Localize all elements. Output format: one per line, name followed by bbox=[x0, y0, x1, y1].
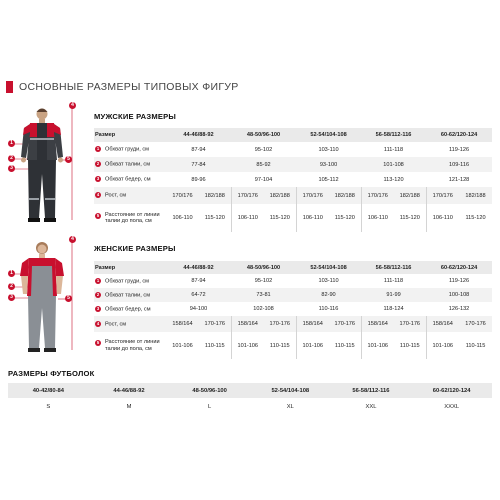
row-badge: 2 bbox=[96, 161, 100, 167]
table-cell: 158/164 bbox=[361, 316, 394, 332]
table-cell: 89-96 bbox=[191, 176, 206, 183]
table-cell: 101-106 bbox=[361, 332, 394, 359]
table-cell: 170/176 bbox=[296, 187, 329, 204]
tshirt-letter-cell: S bbox=[46, 404, 51, 410]
row-label bbox=[94, 204, 166, 232]
row-label-text: Обхват груди, см bbox=[105, 146, 150, 153]
tshirt-size-cell: 40-42/80-84 bbox=[8, 383, 89, 398]
table-cell: 106-110 bbox=[296, 204, 329, 232]
table-cell: 115-120 bbox=[269, 215, 290, 221]
tshirt-header-row bbox=[8, 383, 492, 398]
row-badge: 4 bbox=[96, 320, 100, 326]
table-cell: 105-112 bbox=[318, 176, 339, 183]
table-cell: 121-128 bbox=[448, 176, 470, 183]
table-cell: 110-115 bbox=[399, 342, 420, 349]
table-cell: 85-92 bbox=[231, 157, 296, 172]
men-header-size: 60-62/120-124 bbox=[426, 128, 492, 142]
women-header-size: 52-54/104-108 bbox=[296, 261, 361, 274]
row-label bbox=[94, 142, 166, 157]
table-cell: 95-102 bbox=[254, 278, 273, 284]
table-cell: 102-108 bbox=[253, 306, 274, 312]
table-cell: 110-115 bbox=[269, 342, 290, 349]
women-header-size: 56-58/112-116 bbox=[361, 261, 426, 274]
table-cell: 93-100 bbox=[296, 157, 361, 172]
header-accent-bar bbox=[6, 81, 13, 93]
men-header-size: 52-54/104-108 bbox=[296, 128, 361, 142]
row-label bbox=[94, 332, 166, 359]
row-label-text: Обхват талии, см bbox=[105, 292, 151, 299]
row-label-text: Рост, см bbox=[105, 192, 127, 199]
women-section-title: ЖЕНСКИЕ РАЗМЕРЫ bbox=[94, 244, 176, 253]
row-label-text: Рост, см bbox=[105, 321, 127, 328]
table-cell: 118-124 bbox=[383, 306, 404, 312]
tshirt-size-table bbox=[8, 383, 492, 416]
men-header-size: 56-58/112-116 bbox=[361, 128, 426, 142]
table-cell: 94-100 bbox=[189, 306, 208, 312]
table-cell: 110-115 bbox=[465, 342, 486, 349]
table-cell: 170-176 bbox=[329, 316, 361, 332]
table-row bbox=[94, 302, 492, 316]
table-cell: 115-120 bbox=[465, 215, 486, 221]
tshirt-letter-row bbox=[8, 398, 492, 416]
tshirt-section-title: РАЗМЕРЫ ФУТБОЛОК bbox=[8, 369, 95, 378]
row-badge: 2 bbox=[96, 291, 100, 297]
marker-5: 5 bbox=[65, 295, 72, 302]
table-cell: 119-126 bbox=[448, 278, 470, 284]
table-cell: 170-176 bbox=[264, 316, 296, 332]
marker-5: 5 bbox=[65, 156, 72, 163]
table-cell: 115-120 bbox=[204, 215, 225, 221]
table-cell: 73-81 bbox=[231, 288, 296, 302]
men-header-row bbox=[94, 128, 492, 142]
man-in-workwear-icon bbox=[8, 102, 80, 227]
table-cell: 97-104 bbox=[254, 176, 273, 183]
table-cell: 106-110 bbox=[426, 204, 459, 232]
table-cell: 158/164 bbox=[166, 316, 199, 332]
table-cell: 87-94 bbox=[191, 146, 206, 153]
table-cell: 100-108 bbox=[426, 288, 492, 302]
women-header-size: 44-46/88-92 bbox=[166, 261, 231, 274]
row-badge: 4 bbox=[96, 192, 100, 198]
table-cell: 101-108 bbox=[361, 157, 426, 172]
table-cell: 106-110 bbox=[361, 204, 394, 232]
table-row bbox=[94, 288, 492, 302]
table-row bbox=[94, 187, 492, 204]
men-size-table bbox=[94, 128, 492, 232]
table-row bbox=[94, 316, 492, 332]
table-cell: 170/176 bbox=[166, 187, 199, 204]
table-cell: 110-116 bbox=[318, 306, 339, 312]
marker-4: 4 bbox=[69, 236, 76, 243]
men-header-label: Размер bbox=[94, 128, 166, 142]
table-cell: 126-132 bbox=[448, 306, 470, 312]
row-label bbox=[94, 302, 166, 316]
women-size-table bbox=[94, 261, 492, 359]
men-section-title: МУЖСКИЕ РАЗМЕРЫ bbox=[94, 112, 177, 121]
marker-1: 1 bbox=[8, 140, 15, 147]
row-badge: 5 bbox=[96, 340, 100, 346]
table-cell: 110-115 bbox=[204, 342, 225, 349]
tshirt-size-cell: 56-58/112-116 bbox=[331, 383, 412, 398]
table-cell: 106-110 bbox=[172, 215, 193, 221]
table-cell: 170/176 bbox=[426, 187, 459, 204]
table-cell: 158/164 bbox=[426, 316, 459, 332]
row-badge: 1 bbox=[96, 146, 100, 152]
table-cell: 170/176 bbox=[231, 187, 264, 204]
table-cell: 119-126 bbox=[448, 146, 470, 153]
table-cell: 170-176 bbox=[394, 316, 426, 332]
table-cell: 182/188 bbox=[394, 187, 426, 204]
table-cell: 109-116 bbox=[426, 157, 492, 172]
row-label bbox=[94, 288, 166, 302]
table-cell: 115-120 bbox=[334, 215, 355, 221]
marker-3: 3 bbox=[8, 294, 15, 301]
table-cell: 103-110 bbox=[318, 146, 339, 153]
row-label-text: Обхват бедер, см bbox=[105, 306, 151, 313]
row-label-text: Обхват груди, см bbox=[105, 278, 150, 285]
table-cell: 158/164 bbox=[231, 316, 264, 332]
row-badge: 3 bbox=[96, 176, 100, 182]
woman-figure bbox=[8, 236, 80, 356]
table-row bbox=[94, 142, 492, 157]
table-cell: 182/188 bbox=[329, 187, 361, 204]
table-cell: 182/188 bbox=[264, 187, 296, 204]
tshirt-letter-cell: XL bbox=[286, 404, 294, 410]
table-cell: 111-118 bbox=[383, 278, 404, 284]
table-row bbox=[94, 274, 492, 288]
table-row bbox=[94, 172, 492, 187]
row-label bbox=[94, 157, 166, 172]
women-header-label: Размер bbox=[94, 261, 166, 274]
row-label-text: Обхват бедер, см bbox=[105, 176, 151, 183]
table-cell: 101-106 bbox=[172, 342, 193, 349]
marker-2: 2 bbox=[8, 155, 15, 162]
row-label bbox=[94, 316, 166, 332]
tshirt-size-cell: 48-50/96-100 bbox=[169, 383, 250, 398]
tshirt-size-cell: 60-62/120-124 bbox=[411, 383, 492, 398]
tshirt-size-cell: 52-54/104-108 bbox=[250, 383, 331, 398]
table-cell: 82-90 bbox=[296, 288, 361, 302]
table-cell: 170-176 bbox=[459, 316, 492, 332]
women-header-row bbox=[94, 261, 492, 274]
tshirt-size-cell: 44-46/88-92 bbox=[89, 383, 170, 398]
table-cell: 64-72 bbox=[166, 288, 231, 302]
table-cell: 101-106 bbox=[231, 332, 264, 359]
table-cell: 91-99 bbox=[361, 288, 426, 302]
table-cell: 182/188 bbox=[459, 187, 492, 204]
table-cell: 111-118 bbox=[383, 146, 404, 153]
marker-1: 1 bbox=[8, 270, 15, 277]
marker-4: 4 bbox=[69, 102, 76, 109]
marker-2: 2 bbox=[8, 283, 15, 290]
tshirt-letter-cell: M bbox=[126, 404, 132, 410]
women-header-size: 48-50/96-100 bbox=[231, 261, 296, 274]
table-cell: 158/164 bbox=[296, 316, 329, 332]
table-cell: 170/176 bbox=[361, 187, 394, 204]
page-header bbox=[6, 81, 239, 93]
table-row bbox=[94, 157, 492, 172]
table-cell: 170-176 bbox=[199, 316, 231, 332]
table-cell: 101-106 bbox=[296, 332, 329, 359]
row-label bbox=[94, 187, 166, 204]
table-cell: 101-106 bbox=[426, 332, 459, 359]
table-cell: 113-120 bbox=[383, 176, 404, 183]
table-cell: 110-115 bbox=[334, 342, 355, 349]
tshirt-letter-cell: XXXL bbox=[444, 404, 460, 410]
table-cell: 182/188 bbox=[199, 187, 231, 204]
table-cell: 77-84 bbox=[166, 157, 231, 172]
tshirt-letter-cell: XXL bbox=[365, 404, 377, 410]
table-cell: 87-94 bbox=[191, 278, 206, 284]
tshirt-letter-cell: L bbox=[208, 404, 212, 410]
table-row bbox=[94, 204, 492, 232]
man-figure bbox=[8, 102, 80, 227]
page-title: ОСНОВНЫЕ РАЗМЕРЫ ТИПОВЫХ ФИГУР bbox=[19, 81, 239, 93]
row-badge: 1 bbox=[96, 277, 100, 283]
row-label-text: Обхват талии, см bbox=[105, 161, 151, 168]
row-badge: 3 bbox=[96, 305, 100, 311]
table-row bbox=[94, 332, 492, 359]
row-label-text: Расстояние от линии талии до пола, см bbox=[105, 339, 160, 352]
men-header-size: 48-50/96-100 bbox=[231, 128, 296, 142]
table-cell: 115-120 bbox=[399, 215, 420, 221]
men-header-size: 44-46/88-92 bbox=[166, 128, 231, 142]
table-cell: 95-102 bbox=[254, 146, 273, 153]
marker-3: 3 bbox=[8, 165, 15, 172]
row-label bbox=[94, 274, 166, 288]
row-badge: 5 bbox=[96, 212, 100, 218]
women-header-size: 60-62/120-124 bbox=[426, 261, 492, 274]
table-cell: 106-110 bbox=[231, 204, 264, 232]
table-cell: 103-110 bbox=[318, 278, 339, 284]
row-label-text: Расстояние от линии талии до пола, см bbox=[105, 211, 160, 224]
row-label bbox=[94, 172, 166, 187]
